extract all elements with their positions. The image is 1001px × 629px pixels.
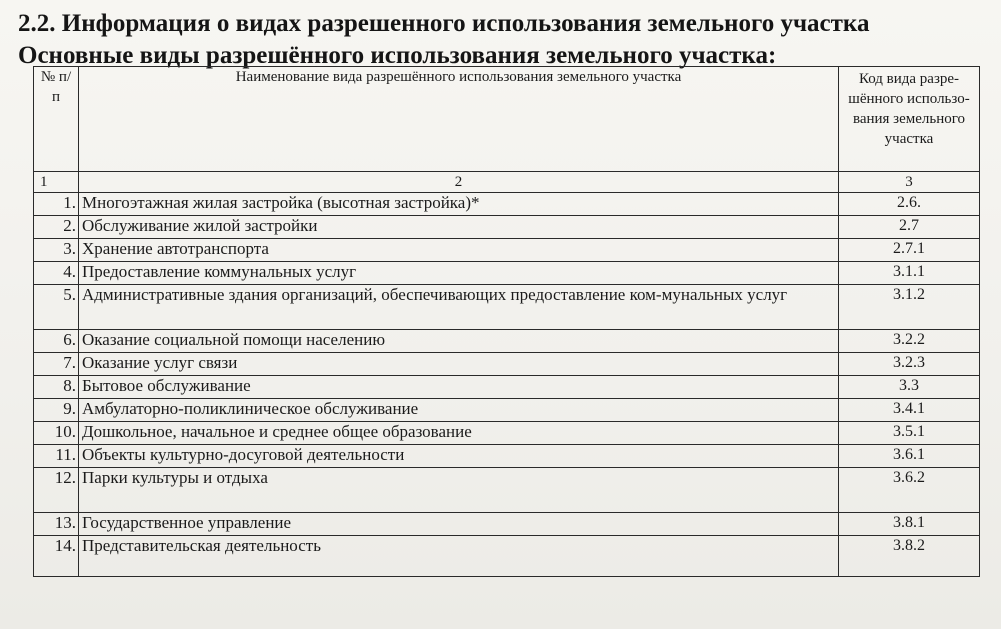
row-number: 9. [34,399,79,422]
table-row [34,422,980,445]
row-number: 12. [34,468,79,513]
row-number: 1. [34,193,79,216]
table-row [34,216,980,239]
row-name: Предоставление коммунальных услуг [79,262,839,285]
header-code: Код вида разре-шённого использо-вания земельного участка [839,67,980,172]
row-number: 3. [34,239,79,262]
row-code: 3.6.2 [839,468,980,513]
row-name: Обслуживание жилой застройки [79,216,839,239]
row-number: 8. [34,376,79,399]
header-name: Наименование вида разрешённого использования земельного участка [79,67,839,172]
table-row [34,376,980,399]
row-name: Дошкольное, начальное и среднее общее образование [79,422,839,445]
column-index-3: 3 [839,172,980,193]
row-number: 10. [34,422,79,445]
row-code: 3.2.2 [839,330,980,353]
row-name: Бытовое обслуживание [79,376,839,399]
table-header-row [34,67,980,172]
table-row [34,468,980,513]
table-row [34,262,980,285]
row-number: 2. [34,216,79,239]
row-code: 3.2.3 [839,353,980,376]
row-name: Оказание социальной помощи населению [79,330,839,353]
table-row [34,399,980,422]
row-code: 3.4.1 [839,399,980,422]
row-name: Хранение автотранспорта [79,239,839,262]
header-num: № п/п [34,67,79,172]
row-code: 2.6. [839,193,980,216]
row-code: 3.3 [839,376,980,399]
row-name: Объекты культурно-досуговой деятельности [79,445,839,468]
row-number: 13. [34,513,79,536]
row-code: 2.7 [839,216,980,239]
land-use-table [33,66,980,577]
row-code: 3.8.2 [839,536,980,577]
table-row [34,353,980,376]
row-name: Оказание услуг связи [79,353,839,376]
table-row [34,445,980,468]
column-index-1: 1 [34,172,79,193]
row-name: Административные здания организаций, обеспечивающих предоставление ком-мунальных услуг [79,285,839,330]
table-row [34,513,980,536]
row-number: 4. [34,262,79,285]
row-number: 5. [34,285,79,330]
row-code: 2.7.1 [839,239,980,262]
row-number: 14. [34,536,79,577]
row-number: 11. [34,445,79,468]
table-row [34,285,980,330]
row-code: 3.8.1 [839,513,980,536]
row-name: Представительская деятельность [79,536,839,577]
row-name: Амбулаторно-поликлиническое обслуживание [79,399,839,422]
table-row [34,330,980,353]
row-number: 6. [34,330,79,353]
table-caption: Основные виды разрешённого использования земельного участка: [18,42,777,69]
row-name: Государственное управление [79,513,839,536]
row-code: 3.1.1 [839,262,980,285]
column-index-row [34,172,980,193]
row-number: 7. [34,353,79,376]
row-code: 3.5.1 [839,422,980,445]
row-code: 3.1.2 [839,285,980,330]
row-code: 3.6.1 [839,445,980,468]
table-row [34,239,980,262]
row-name: Парки культуры и отдыха [79,468,839,513]
row-name: Многоэтажная жилая застройка (высотная застройка)* [79,193,839,216]
table-row [34,536,980,577]
column-index-2: 2 [79,172,839,193]
section-heading: 2.2. Информация о видах разрешенного использования земельного участка [18,10,870,37]
table-row [34,193,980,216]
